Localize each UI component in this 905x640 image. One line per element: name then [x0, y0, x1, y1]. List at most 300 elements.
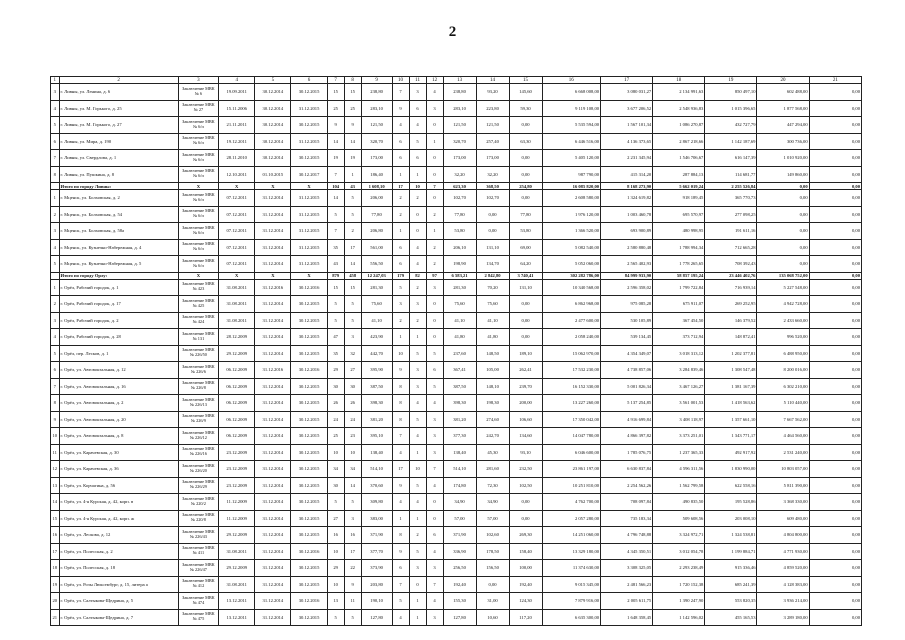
table-cell: 12.10.2011: [219, 166, 255, 183]
table-cell: 31.12.2014: [255, 239, 291, 256]
column-number-cell: 20: [757, 77, 809, 84]
table-cell: 31,00: [476, 593, 509, 610]
table-cell: 1 567 101,34: [601, 117, 653, 134]
table-cell: 254,80: [509, 183, 542, 190]
table-cell: 63,30: [509, 133, 542, 150]
table-row: [51, 395, 862, 412]
table-cell: 0,00: [509, 296, 542, 313]
table-cell: 9: [344, 576, 361, 593]
table-cell: 6: [426, 362, 443, 379]
table-cell: 200,00: [509, 395, 542, 412]
table-cell: 07.12.2011: [219, 206, 255, 223]
table-cell: 0,00: [809, 84, 861, 101]
table-cell: 4: [409, 239, 426, 256]
table-cell: 1: [392, 510, 409, 527]
table-cell: г. Орёл, ул. Лескова, д. 12: [59, 527, 178, 544]
column-number-cell: 7: [327, 77, 344, 84]
table-cell: 0,00: [809, 395, 861, 412]
column-number-cell: 1: [51, 77, 60, 84]
table-cell: Заключение МВК № 424: [178, 312, 218, 329]
table-cell: 367 454,50: [653, 312, 705, 329]
table-cell: 191 611,16: [705, 223, 757, 240]
table-cell: 3: [51, 84, 60, 101]
table-cell: 06.12.2009: [219, 378, 255, 395]
table-cell: г. Орёл, ул. Карачевская, д. 30: [59, 444, 178, 461]
table-cell: 1 324 619,82: [601, 190, 653, 207]
table-cell: 0,00: [809, 256, 861, 273]
column-number-cell: 9: [361, 77, 392, 84]
table-cell: 5: [327, 609, 344, 626]
column-number-cell: 13: [443, 77, 476, 84]
table-cell: 4 762 700,00: [542, 494, 601, 511]
table-cell: 238,80: [443, 84, 476, 101]
table-cell: 3: [51, 312, 60, 329]
table-cell: 287 884,13: [653, 166, 705, 183]
table-cell: г. Орёл, ул. Автовокзальная, д. 12: [59, 362, 178, 379]
table-cell: 4: [409, 428, 426, 445]
table-cell: 30.12.2015: [291, 461, 327, 478]
table-cell: 31.08.2011: [219, 543, 255, 560]
table-cell: 75,60: [443, 296, 476, 313]
table-cell: 13 227 260,00: [542, 395, 601, 412]
table-cell: 2: [392, 312, 409, 329]
table-cell: 14: [51, 494, 60, 511]
column-number-cell: 10: [392, 77, 409, 84]
table-cell: г. Орёл, ул. Салтыкова-Щедрина, д. 5: [59, 593, 178, 610]
table-cell: 31.12.2015: [291, 223, 327, 240]
table-cell: 102,60: [476, 527, 509, 544]
table-cell: 30.12.2015: [291, 345, 327, 362]
table-cell: 9 119 108,00: [542, 100, 601, 117]
table-cell: 198,30: [476, 395, 509, 412]
table-cell: 2: [409, 279, 426, 296]
table-cell: 11: [51, 444, 60, 461]
table-cell: 0,00: [809, 150, 861, 167]
table-cell: 22: [344, 560, 361, 577]
table-cell: 31.08.2011: [219, 576, 255, 593]
table-cell: 1: [409, 444, 426, 461]
table-cell: 6 446 516,00: [542, 133, 601, 150]
table-cell: 0,00: [809, 329, 861, 346]
table-cell: 121,50: [443, 117, 476, 134]
table-cell: г. Мценск, ул. Болховская, д. 2: [59, 190, 178, 207]
register-table: [50, 76, 862, 626]
table-cell: 4 916 699,84: [601, 411, 653, 428]
table-cell: Заключение МВК № 474: [178, 593, 218, 610]
table-cell: 2 255 526,84: [705, 183, 757, 190]
table-cell: г. Орёл, ул. Карачевская, д. 36: [59, 461, 178, 478]
table-cell: 256,50: [443, 560, 476, 577]
table-cell: 850 497,10: [705, 84, 757, 101]
table-cell: 2: [409, 312, 426, 329]
table-cell: Итого по городу Ливны:: [59, 183, 178, 190]
table-cell: 121,50: [476, 117, 509, 134]
table-cell: 3 408 118,97: [653, 411, 705, 428]
table-cell: 29: [327, 362, 344, 379]
table-cell: 3: [426, 444, 443, 461]
column-number-cell: 8: [344, 77, 361, 84]
table-cell: 2 433 660,00: [757, 312, 809, 329]
table-cell: 915 336,46: [705, 560, 757, 577]
table-cell: 0,00: [809, 183, 861, 190]
table-cell: 0,00: [476, 223, 509, 240]
table-cell: 4 866 397,82: [601, 428, 653, 445]
table-cell: 17: [51, 543, 60, 560]
table-cell: 15.11.2006: [219, 100, 255, 117]
table-cell: 127,80: [361, 609, 392, 626]
table-cell: 5: [344, 312, 361, 329]
table-cell: 257,40: [476, 133, 509, 150]
table-cell: 5: [344, 609, 361, 626]
table-cell: 561,00: [361, 239, 392, 256]
table-cell: 7: [327, 223, 344, 240]
table-cell: г. Мценск, ул. Болховская, д. 58а: [59, 223, 178, 240]
table-row: [51, 329, 862, 346]
table-cell: 3 289 180,00: [757, 609, 809, 626]
table-cell: 675 911,07: [653, 296, 705, 313]
table-cell: 30.12.2017: [291, 166, 327, 183]
table-cell: 6 046 600,00: [542, 444, 601, 461]
table-cell: 277 098,25: [705, 206, 757, 223]
table-cell: Заключение МВК № 131: [178, 329, 218, 346]
table-cell: 3 740,41: [509, 272, 542, 279]
table-cell: 367,41: [443, 362, 476, 379]
table-cell: 2 005 611,75: [601, 593, 653, 610]
table-cell: 30.12.2015: [291, 378, 327, 395]
table-cell: 11: [344, 593, 361, 610]
table-cell: г. Орёл, ул. Полесская, д. 2: [59, 543, 178, 560]
table-cell: 9: [51, 411, 60, 428]
table-cell: 2 477 600,00: [542, 312, 601, 329]
table-cell: 30.12.2015: [291, 494, 327, 511]
table-cell: 0,00: [809, 576, 861, 593]
table-cell: 57,00: [443, 510, 476, 527]
table-cell: 158,40: [509, 543, 542, 560]
table-cell: 1 877 568,00: [757, 100, 809, 117]
table-cell: 1 086 270,87: [653, 117, 705, 134]
table-cell: 1 015 396,65: [705, 100, 757, 117]
table-cell: 31.12.2014: [255, 527, 291, 544]
table-cell: 31.12.2015: [291, 239, 327, 256]
table-cell: 10: [51, 428, 60, 445]
table-cell: 6 583,21: [443, 272, 476, 279]
table-cell: 19: [51, 576, 60, 593]
table-cell: 30: [327, 477, 344, 494]
table-cell: 1 324 538,81: [705, 527, 757, 544]
table-cell: 198,90: [443, 256, 476, 273]
table-cell: 3 018 313,12: [653, 345, 705, 362]
table-cell: 174,80: [443, 477, 476, 494]
table-cell: 148,50: [476, 345, 509, 362]
table-cell: 190,10: [361, 593, 392, 610]
table-cell: 4: [426, 84, 443, 101]
table-cell: 25: [344, 100, 361, 117]
table-cell: 6 630 837,84: [601, 461, 653, 478]
table-cell: 0: [426, 166, 443, 183]
table-cell: X: [178, 272, 218, 279]
table-cell: 1: [51, 279, 60, 296]
column-number-cell: 18: [653, 77, 705, 84]
table-cell: 1 778 265,65: [653, 256, 705, 273]
table-cell: 2 134 991,63: [653, 84, 705, 101]
table-cell: 5 082 540,00: [542, 239, 601, 256]
table-cell: Заключение МВК № 6/п: [178, 190, 218, 207]
table-cell: 2: [51, 206, 60, 223]
table-cell: 383,00: [361, 510, 392, 527]
table-cell: 2: [426, 206, 443, 223]
table-cell: 206,10: [443, 239, 476, 256]
table-cell: 10 340 568,00: [542, 279, 601, 296]
table-cell: г. Орёл, ул. 4-я Курская, д. 42, корп. ж: [59, 510, 178, 527]
table-cell: 1: [392, 166, 409, 183]
table-cell: 17: [392, 461, 409, 478]
table-cell: 3: [409, 84, 426, 101]
table-cell: 2: [344, 223, 361, 240]
table-cell: 320,70: [361, 133, 392, 150]
table-cell: 0,00: [809, 166, 861, 183]
table-cell: 3 012 054,78: [653, 543, 705, 560]
table-cell: 1 237 365,33: [653, 444, 705, 461]
table-cell: 14: [344, 256, 361, 273]
table-cell: 4: [426, 477, 443, 494]
table-cell: 0: [426, 312, 443, 329]
total-row: [51, 183, 862, 190]
table-cell: 14 251 060,00: [542, 527, 601, 544]
table-cell: 30.12.2015: [291, 411, 327, 428]
table-cell: 10: [327, 543, 344, 560]
table-cell: 8: [392, 527, 409, 544]
table-row: [51, 477, 862, 494]
table-cell: Заключение МВК № 226/6: [178, 362, 218, 379]
table-cell: 4 942 728,00: [757, 296, 809, 313]
table-cell: 0,00: [757, 206, 809, 223]
table-cell: 06.12.2009: [219, 428, 255, 445]
table-row: [51, 133, 862, 150]
table-cell: 3: [426, 279, 443, 296]
table-cell: 186,40: [361, 166, 392, 183]
table-cell: 365 770,73: [705, 190, 757, 207]
column-number-cell: 16: [542, 77, 601, 84]
table-cell: 1 830 990,00: [705, 461, 757, 478]
table-cell: 26: [344, 395, 361, 412]
table-cell: 93,10: [509, 444, 542, 461]
table-cell: 9: [392, 362, 409, 379]
table-cell: 5: [392, 279, 409, 296]
table-cell: 480 998,95: [653, 223, 705, 240]
table-cell: 43: [344, 183, 361, 190]
table-cell: 138,40: [361, 444, 392, 461]
table-cell: 0: [409, 576, 426, 593]
table-cell: 30.12.2015: [291, 150, 327, 167]
table-cell: 10: [327, 444, 344, 461]
table-cell: 12: [51, 461, 60, 478]
table-cell: 5: [344, 494, 361, 511]
table-cell: 716 939,14: [705, 279, 757, 296]
table-cell: 23.12.2009: [219, 461, 255, 478]
table-cell: 72,30: [476, 477, 509, 494]
table-cell: 0,00: [809, 312, 861, 329]
table-cell: 173,00: [361, 150, 392, 167]
table-cell: Итого по городу Орлу:: [59, 272, 178, 279]
table-cell: 5 405 120,00: [542, 150, 601, 167]
table-cell: 1: [426, 133, 443, 150]
table-row: [51, 84, 862, 101]
table-cell: Заключение МВК № 27: [178, 100, 218, 117]
table-cell: 23.12.2009: [219, 477, 255, 494]
table-cell: 3: [426, 411, 443, 428]
table-cell: 3: [426, 428, 443, 445]
table-row: [51, 444, 862, 461]
table-cell: 879: [327, 272, 344, 279]
table-cell: 2 058 240,00: [542, 329, 601, 346]
table-cell: 2 580 880,48: [601, 239, 653, 256]
table-cell: 131,10: [509, 279, 542, 296]
table-cell: 31.12.2016: [255, 362, 291, 379]
table-cell: 4 345 350,51: [601, 543, 653, 560]
table-cell: X: [219, 183, 255, 190]
table-cell: 100,00: [509, 560, 542, 577]
table-cell: 203,80: [361, 576, 392, 593]
table-cell: 0,00: [476, 206, 509, 223]
table-cell: Заключение МВК № 226/50: [178, 345, 218, 362]
table-cell: 21.11.2011: [219, 117, 255, 134]
table-cell: г. Орёл, ул. Автовокзальная, д. 8: [59, 428, 178, 445]
table-row: [51, 296, 862, 313]
table-cell: 2 565 402,93: [601, 256, 653, 273]
table-cell: 31.12.2014: [255, 206, 291, 223]
table-cell: 381,20: [361, 411, 392, 428]
table-cell: 2 057 280,00: [542, 510, 601, 527]
table-cell: 69,00: [509, 239, 542, 256]
table-cell: 0,00: [809, 378, 861, 395]
table-cell: 602 488,00: [757, 84, 809, 101]
table-cell: 10 251 810,00: [542, 477, 601, 494]
table-cell: 7: [327, 166, 344, 183]
table-cell: 387,50: [443, 378, 476, 395]
table-cell: 14: [344, 477, 361, 494]
table-cell: 3 677 206,52: [601, 100, 653, 117]
table-cell: 1: [392, 329, 409, 346]
table-cell: 7: [426, 183, 443, 190]
table-cell: 30.12.2015: [291, 117, 327, 134]
table-row: [51, 117, 862, 134]
table-cell: 1 381 167,39: [705, 378, 757, 395]
table-cell: 371,90: [443, 527, 476, 544]
column-number-cell: 15: [509, 77, 542, 84]
table-cell: 149 860,00: [757, 166, 809, 183]
table-cell: 30.12.2016: [291, 543, 327, 560]
column-number-cell: 6: [291, 77, 327, 84]
table-cell: 0,00: [809, 296, 861, 313]
table-row: [51, 510, 862, 527]
table-cell: 1 788 994,34: [653, 239, 705, 256]
table-cell: Заключение МВК № 226/47: [178, 560, 218, 577]
table-row: [51, 543, 862, 560]
table-cell: 693 900,89: [601, 223, 653, 240]
table-cell: 987 790,00: [542, 166, 601, 183]
table-cell: 6: [51, 362, 60, 379]
table-cell: 31.12.2014: [255, 378, 291, 395]
table-cell: 195 528,86: [705, 494, 757, 511]
table-cell: 3 936 214,00: [757, 593, 809, 610]
table-cell: 8: [392, 411, 409, 428]
table-cell: 0,00: [757, 256, 809, 273]
table-cell: 23 446 402,76: [705, 272, 757, 279]
table-cell: 5: [426, 378, 443, 395]
table-cell: г. Орёл, ул. 4-я Курская, д. 42, корп. в: [59, 494, 178, 511]
table-cell: 41,10: [361, 312, 392, 329]
table-cell: 975 085,28: [601, 296, 653, 313]
table-cell: 179: [392, 272, 409, 279]
table-cell: 623,30: [443, 183, 476, 190]
table-cell: Заключение МВК № 6/п: [178, 166, 218, 183]
table-cell: 30.12.2015: [291, 444, 327, 461]
table-cell: 370,60: [361, 477, 392, 494]
table-cell: 70,20: [476, 279, 509, 296]
table-cell: 4 796 748,88: [601, 527, 653, 544]
table-cell: 918 189,45: [653, 190, 705, 207]
table-row: [51, 527, 862, 544]
table-cell: 492 917,92: [705, 444, 757, 461]
table-cell: Заключение МВК № 423: [178, 279, 218, 296]
table-cell: 447 294,00: [757, 117, 809, 134]
table-cell: 4 128 383,00: [757, 576, 809, 593]
table-cell: 7 879 916,00: [542, 593, 601, 610]
table-cell: 0: [426, 117, 443, 134]
table-cell: 31.12.2014: [255, 296, 291, 313]
table-cell: 4: [51, 100, 60, 117]
table-cell: 106,60: [509, 411, 542, 428]
table-cell: г. Орёл, ул. Автовокзальная, д. 20: [59, 411, 178, 428]
table-cell: 0,00: [809, 239, 861, 256]
table-cell: г. Орёл, Рабочий городок, д. 28: [59, 329, 178, 346]
column-number-cell: 19: [705, 77, 757, 84]
table-cell: 30.12.2015: [291, 312, 327, 329]
table-cell: 10 803 057,00: [757, 461, 809, 478]
table-cell: 0: [409, 206, 426, 223]
table-cell: 2 842,80: [476, 272, 509, 279]
table-cell: 0,00: [509, 190, 542, 207]
table-cell: 35: [327, 345, 344, 362]
table-cell: 18: [51, 560, 60, 577]
table-cell: X: [291, 183, 327, 190]
table-cell: 7: [392, 428, 409, 445]
table-cell: 3 080 031,27: [601, 84, 653, 101]
table-cell: 16: [51, 527, 60, 544]
table-cell: 13: [327, 593, 344, 610]
table-cell: 14: [327, 133, 344, 150]
table-cell: 2 867 218,66: [653, 133, 705, 150]
table-cell: 398,30: [443, 395, 476, 412]
table-cell: 232,50: [509, 461, 542, 478]
table-cell: 14: [344, 133, 361, 150]
table-cell: Заключение МВК № 226/20: [178, 461, 218, 478]
table-cell: 8: [392, 378, 409, 395]
table-cell: 5: [409, 543, 426, 560]
table-cell: 97: [426, 272, 443, 279]
table-row: [51, 560, 862, 577]
table-cell: Заключение МВК № 6/п: [178, 150, 218, 167]
table-cell: 4: [409, 117, 426, 134]
table-cell: 4: [409, 494, 426, 511]
table-cell: 381,20: [443, 411, 476, 428]
table-cell: Заключение МВК № 411: [178, 543, 218, 560]
table-cell: 5 811 390,00: [757, 477, 809, 494]
table-cell: 102,70: [443, 190, 476, 207]
table-cell: 4: [392, 117, 409, 134]
table-cell: 41,80: [443, 329, 476, 346]
table-cell: г. Мценск, ул. Кузнечно-Набережная, д. 5: [59, 256, 178, 273]
